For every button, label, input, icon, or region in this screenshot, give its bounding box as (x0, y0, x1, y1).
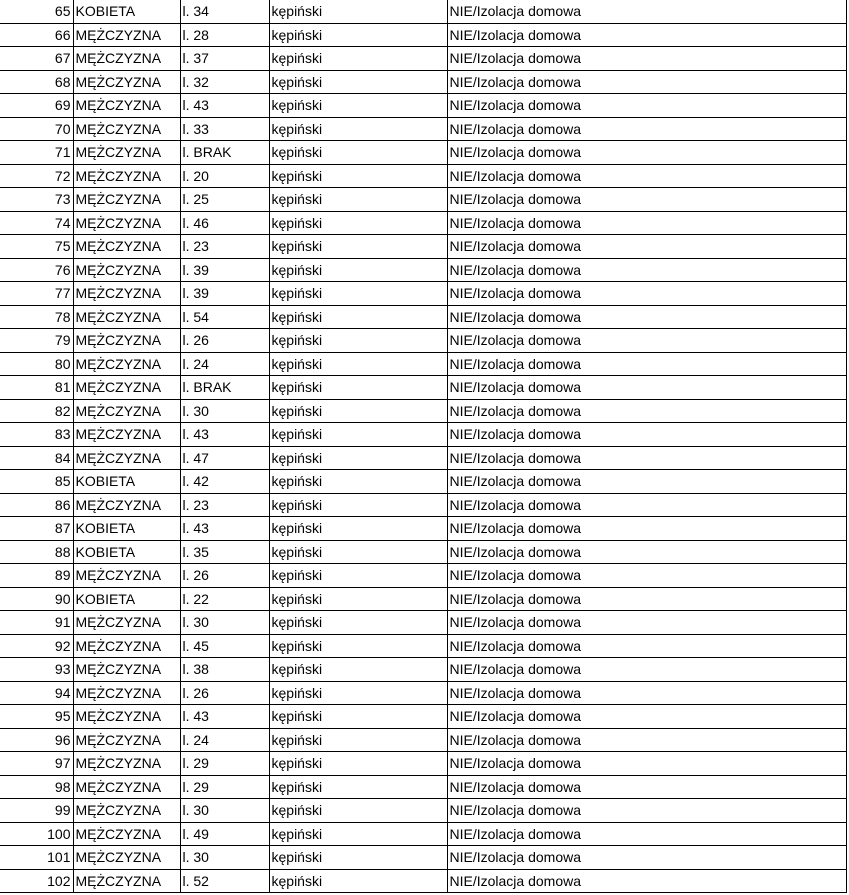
county-cell[interactable]: kępiński (269, 94, 447, 118)
county-cell[interactable]: kępiński (269, 564, 447, 588)
sex-cell[interactable]: MĘŻCZYZNA (73, 399, 180, 423)
table-row (0, 117, 846, 141)
county-cell[interactable]: kępiński (269, 423, 447, 447)
case-number-cell[interactable]: 101 (0, 846, 73, 870)
hospitalization-status-cell[interactable]: NIE/Izolacja domowa (447, 470, 846, 494)
hospitalization-status-cell[interactable]: NIE/Izolacja domowa (447, 681, 846, 705)
hospitalization-status-cell[interactable]: NIE/Izolacja domowa (447, 399, 846, 423)
hospitalization-status-cell[interactable]: NIE/Izolacja domowa (447, 540, 846, 564)
county-cell[interactable]: kępiński (269, 235, 447, 259)
county-cell[interactable]: kępiński (269, 70, 447, 94)
table-row (0, 869, 846, 893)
case-number-cell[interactable]: 74 (0, 211, 73, 235)
hospitalization-status-cell[interactable]: NIE/Izolacja domowa (447, 258, 846, 282)
table-row (0, 329, 846, 353)
sex-cell[interactable]: MĘŻCZYZNA (73, 752, 180, 776)
sex-cell[interactable]: MĘŻCZYZNA (73, 869, 180, 893)
hospitalization-status-cell[interactable]: NIE/Izolacja domowa (447, 564, 846, 588)
table-row (0, 799, 846, 823)
county-cell[interactable]: kępiński (269, 211, 447, 235)
hospitalization-status-cell[interactable]: NIE/Izolacja domowa (447, 23, 846, 47)
table-row (0, 352, 846, 376)
sex-cell[interactable]: MĘŻCZYZNA (73, 211, 180, 235)
case-number-cell[interactable]: 79 (0, 329, 73, 353)
case-number-cell[interactable]: 67 (0, 47, 73, 71)
sex-cell[interactable]: MĘŻCZYZNA (73, 446, 180, 470)
sex-cell[interactable]: MĘŻCZYZNA (73, 423, 180, 447)
age-cell[interactable]: l. 23 (180, 493, 269, 517)
case-number-cell[interactable]: 72 (0, 164, 73, 188)
county-cell[interactable]: kępiński (269, 775, 447, 799)
age-cell[interactable]: l. 26 (180, 564, 269, 588)
hospitalization-status-cell[interactable]: NIE/Izolacja domowa (447, 493, 846, 517)
age-cell[interactable]: l. 30 (180, 846, 269, 870)
age-cell[interactable]: l. 30 (180, 611, 269, 635)
county-cell[interactable]: kępiński (269, 117, 447, 141)
table-row (0, 211, 846, 235)
hospitalization-status-cell[interactable]: NIE/Izolacja domowa (447, 329, 846, 353)
hospitalization-status-cell[interactable]: NIE/Izolacja domowa (447, 517, 846, 541)
case-number-cell[interactable]: 99 (0, 799, 73, 823)
sex-cell[interactable]: MĘŻCZYZNA (73, 117, 180, 141)
county-cell[interactable]: kępiński (269, 376, 447, 400)
case-number-cell[interactable]: 81 (0, 376, 73, 400)
age-cell[interactable]: l. 26 (180, 329, 269, 353)
sex-cell[interactable]: MĘŻCZYZNA (73, 329, 180, 353)
case-number-cell[interactable]: 100 (0, 822, 73, 846)
table-row (0, 446, 846, 470)
hospitalization-status-cell[interactable]: NIE/Izolacja domowa (447, 658, 846, 682)
sex-cell[interactable]: MĘŻCZYZNA (73, 775, 180, 799)
age-cell[interactable]: l. 43 (180, 423, 269, 447)
sex-cell[interactable]: MĘŻCZYZNA (73, 164, 180, 188)
county-cell[interactable]: kępiński (269, 446, 447, 470)
table-row (0, 141, 846, 165)
hospitalization-status-cell[interactable]: NIE/Izolacja domowa (447, 611, 846, 635)
sex-cell[interactable]: MĘŻCZYZNA (73, 846, 180, 870)
table-row (0, 587, 846, 611)
county-cell[interactable]: kępiński (269, 258, 447, 282)
age-cell[interactable]: l. 25 (180, 188, 269, 212)
age-cell[interactable]: l. 43 (180, 705, 269, 729)
sex-cell[interactable]: KOBIETA (73, 540, 180, 564)
case-number-cell[interactable]: 91 (0, 611, 73, 635)
hospitalization-status-cell[interactable]: NIE/Izolacja domowa (447, 164, 846, 188)
age-cell[interactable]: l. 54 (180, 305, 269, 329)
age-cell[interactable]: l. 42 (180, 470, 269, 494)
hospitalization-status-cell[interactable]: NIE/Izolacja domowa (447, 822, 846, 846)
sex-cell[interactable]: MĘŻCZYZNA (73, 70, 180, 94)
county-cell[interactable]: kępiński (269, 399, 447, 423)
age-cell[interactable]: l. 38 (180, 658, 269, 682)
table-row (0, 23, 846, 47)
table-row (0, 305, 846, 329)
county-cell[interactable]: kępiński (269, 517, 447, 541)
case-number-cell[interactable]: 94 (0, 681, 73, 705)
age-cell[interactable]: l. 20 (180, 164, 269, 188)
county-cell[interactable]: kępiński (269, 822, 447, 846)
hospitalization-status-cell[interactable]: NIE/Izolacja domowa (447, 587, 846, 611)
age-cell[interactable]: l. 28 (180, 23, 269, 47)
table-row (0, 0, 846, 23)
table-row (0, 258, 846, 282)
table-row (0, 188, 846, 212)
hospitalization-status-cell[interactable]: NIE/Izolacja domowa (447, 846, 846, 870)
county-cell[interactable]: kępiński (269, 611, 447, 635)
sex-cell[interactable]: KOBIETA (73, 517, 180, 541)
county-cell[interactable]: kępiński (269, 658, 447, 682)
sex-cell[interactable]: MĘŻCZYZNA (73, 681, 180, 705)
case-number-cell[interactable]: 86 (0, 493, 73, 517)
county-cell[interactable]: kępiński (269, 188, 447, 212)
hospitalization-status-cell[interactable]: NIE/Izolacja domowa (447, 869, 846, 893)
hospitalization-status-cell[interactable]: NIE/Izolacja domowa (447, 423, 846, 447)
case-number-cell[interactable]: 66 (0, 23, 73, 47)
table-row (0, 705, 846, 729)
case-number-cell[interactable]: 102 (0, 869, 73, 893)
hospitalization-status-cell[interactable]: NIE/Izolacja domowa (447, 799, 846, 823)
sex-cell[interactable]: MĘŻCZYZNA (73, 799, 180, 823)
table-row (0, 94, 846, 118)
county-cell[interactable]: kępiński (269, 634, 447, 658)
sex-cell[interactable]: MĘŻCZYZNA (73, 728, 180, 752)
sex-cell[interactable]: MĘŻCZYZNA (73, 282, 180, 306)
case-number-cell[interactable]: 89 (0, 564, 73, 588)
case-number-cell[interactable]: 69 (0, 94, 73, 118)
age-cell[interactable]: l. 46 (180, 211, 269, 235)
table-row (0, 611, 846, 635)
age-cell[interactable]: l. 47 (180, 446, 269, 470)
case-number-cell[interactable]: 76 (0, 258, 73, 282)
hospitalization-status-cell[interactable]: NIE/Izolacja domowa (447, 282, 846, 306)
case-number-cell[interactable]: 80 (0, 352, 73, 376)
age-cell[interactable]: l. 52 (180, 869, 269, 893)
table-row (0, 493, 846, 517)
sex-cell[interactable]: MĘŻCZYZNA (73, 94, 180, 118)
age-cell[interactable]: l. 26 (180, 681, 269, 705)
county-cell[interactable]: kępiński (269, 470, 447, 494)
case-number-cell[interactable]: 70 (0, 117, 73, 141)
age-cell[interactable]: l. 32 (180, 70, 269, 94)
sex-cell[interactable]: MĘŻCZYZNA (73, 141, 180, 165)
sex-cell[interactable]: MĘŻCZYZNA (73, 493, 180, 517)
table-row (0, 658, 846, 682)
case-number-cell[interactable]: 90 (0, 587, 73, 611)
age-cell[interactable]: l. 33 (180, 117, 269, 141)
county-cell[interactable]: kępiński (269, 0, 447, 23)
sex-cell[interactable]: MĘŻCZYZNA (73, 658, 180, 682)
hospitalization-status-cell[interactable]: NIE/Izolacja domowa (447, 305, 846, 329)
age-cell[interactable]: l. 43 (180, 517, 269, 541)
age-cell[interactable]: l. 30 (180, 399, 269, 423)
sex-cell[interactable]: MĘŻCZYZNA (73, 258, 180, 282)
case-number-cell[interactable]: 78 (0, 305, 73, 329)
table-row (0, 540, 846, 564)
hospitalization-status-cell[interactable]: NIE/Izolacja domowa (447, 47, 846, 71)
sex-cell[interactable]: MĘŻCZYZNA (73, 47, 180, 71)
county-cell[interactable]: kępiński (269, 282, 447, 306)
county-cell[interactable]: kępiński (269, 540, 447, 564)
county-cell[interactable]: kępiński (269, 164, 447, 188)
age-cell[interactable]: l. 35 (180, 540, 269, 564)
case-number-cell[interactable]: 77 (0, 282, 73, 306)
county-cell[interactable]: kępiński (269, 493, 447, 517)
case-number-cell[interactable]: 73 (0, 188, 73, 212)
case-number-cell[interactable]: 68 (0, 70, 73, 94)
table-row (0, 399, 846, 423)
case-number-cell[interactable]: 82 (0, 399, 73, 423)
table-row (0, 376, 846, 400)
case-number-cell[interactable]: 71 (0, 141, 73, 165)
table-row (0, 70, 846, 94)
age-cell[interactable]: l. 29 (180, 775, 269, 799)
county-cell[interactable]: kępiński (269, 587, 447, 611)
table-row (0, 164, 846, 188)
case-number-cell[interactable]: 85 (0, 470, 73, 494)
county-cell[interactable]: kępiński (269, 752, 447, 776)
sex-cell[interactable]: MĘŻCZYZNA (73, 352, 180, 376)
county-cell[interactable]: kępiński (269, 47, 447, 71)
hospitalization-status-cell[interactable]: NIE/Izolacja domowa (447, 188, 846, 212)
hospitalization-status-cell[interactable]: NIE/Izolacja domowa (447, 235, 846, 259)
hospitalization-status-cell[interactable]: NIE/Izolacja domowa (447, 728, 846, 752)
table-row (0, 752, 846, 776)
county-cell[interactable]: kępiński (269, 329, 447, 353)
county-cell[interactable]: kępiński (269, 23, 447, 47)
table-row (0, 728, 846, 752)
age-cell[interactable]: l. 37 (180, 47, 269, 71)
county-cell[interactable]: kępiński (269, 846, 447, 870)
hospitalization-status-cell[interactable]: NIE/Izolacja domowa (447, 352, 846, 376)
county-cell[interactable]: kępiński (269, 705, 447, 729)
hospitalization-status-cell[interactable]: NIE/Izolacja domowa (447, 70, 846, 94)
age-cell[interactable]: l. 43 (180, 94, 269, 118)
hospitalization-status-cell[interactable]: NIE/Izolacja domowa (447, 0, 846, 23)
sex-cell[interactable]: KOBIETA (73, 470, 180, 494)
table-row (0, 564, 846, 588)
case-number-cell[interactable]: 93 (0, 658, 73, 682)
county-cell[interactable]: kępiński (269, 352, 447, 376)
county-cell[interactable]: kępiński (269, 681, 447, 705)
hospitalization-status-cell[interactable]: NIE/Izolacja domowa (447, 117, 846, 141)
hospitalization-status-cell[interactable]: NIE/Izolacja domowa (447, 376, 846, 400)
sex-cell[interactable]: MĘŻCZYZNA (73, 822, 180, 846)
hospitalization-status-cell[interactable]: NIE/Izolacja domowa (447, 446, 846, 470)
hospitalization-status-cell[interactable]: NIE/Izolacja domowa (447, 705, 846, 729)
hospitalization-status-cell[interactable]: NIE/Izolacja domowa (447, 94, 846, 118)
table-row (0, 235, 846, 259)
case-number-cell[interactable]: 92 (0, 634, 73, 658)
case-number-cell[interactable]: 84 (0, 446, 73, 470)
case-number-cell[interactable]: 95 (0, 705, 73, 729)
case-number-cell[interactable]: 96 (0, 728, 73, 752)
sex-cell[interactable]: MĘŻCZYZNA (73, 23, 180, 47)
age-cell[interactable]: l. 45 (180, 634, 269, 658)
age-cell[interactable]: l. BRAK (180, 141, 269, 165)
age-cell[interactable]: l. 39 (180, 282, 269, 306)
sex-cell[interactable]: KOBIETA (73, 587, 180, 611)
sex-cell[interactable]: MĘŻCZYZNA (73, 611, 180, 635)
table-row (0, 470, 846, 494)
table-row (0, 681, 846, 705)
sex-cell[interactable]: MĘŻCZYZNA (73, 376, 180, 400)
age-cell[interactable]: l. BRAK (180, 376, 269, 400)
table-row (0, 846, 846, 870)
table-row (0, 634, 846, 658)
county-cell[interactable]: kępiński (269, 869, 447, 893)
table-row (0, 822, 846, 846)
age-cell[interactable]: l. 24 (180, 728, 269, 752)
case-number-cell[interactable]: 65 (0, 0, 73, 23)
table-row (0, 517, 846, 541)
sex-cell[interactable]: MĘŻCZYZNA (73, 634, 180, 658)
sex-cell[interactable]: MĘŻCZYZNA (73, 235, 180, 259)
table-row (0, 423, 846, 447)
hospitalization-status-cell[interactable]: NIE/Izolacja domowa (447, 211, 846, 235)
county-cell[interactable]: kępiński (269, 305, 447, 329)
age-cell[interactable]: l. 22 (180, 587, 269, 611)
table-row (0, 282, 846, 306)
age-cell[interactable]: l. 29 (180, 752, 269, 776)
hospitalization-status-cell[interactable]: NIE/Izolacja domowa (447, 775, 846, 799)
age-cell[interactable]: l. 30 (180, 799, 269, 823)
sex-cell[interactable]: MĘŻCZYZNA (73, 188, 180, 212)
hospitalization-status-cell[interactable]: NIE/Izolacja domowa (447, 141, 846, 165)
case-number-cell[interactable]: 98 (0, 775, 73, 799)
age-cell[interactable]: l. 49 (180, 822, 269, 846)
case-number-cell[interactable]: 75 (0, 235, 73, 259)
case-number-cell[interactable]: 83 (0, 423, 73, 447)
case-number-cell[interactable]: 87 (0, 517, 73, 541)
hospitalization-status-cell[interactable]: NIE/Izolacja domowa (447, 634, 846, 658)
county-cell[interactable]: kępiński (269, 728, 447, 752)
sex-cell[interactable]: MĘŻCZYZNA (73, 564, 180, 588)
age-cell[interactable]: l. 23 (180, 235, 269, 259)
hospitalization-status-cell[interactable]: NIE/Izolacja domowa (447, 752, 846, 776)
sex-cell[interactable]: KOBIETA (73, 0, 180, 23)
table-row (0, 775, 846, 799)
county-cell[interactable]: kępiński (269, 799, 447, 823)
table-row (0, 47, 846, 71)
county-cell[interactable]: kępiński (269, 141, 447, 165)
case-number-cell[interactable]: 97 (0, 752, 73, 776)
age-cell[interactable]: l. 34 (180, 0, 269, 23)
age-cell[interactable]: l. 39 (180, 258, 269, 282)
sex-cell[interactable]: MĘŻCZYZNA (73, 705, 180, 729)
age-cell[interactable]: l. 24 (180, 352, 269, 376)
sex-cell[interactable]: MĘŻCZYZNA (73, 305, 180, 329)
case-number-cell[interactable]: 88 (0, 540, 73, 564)
